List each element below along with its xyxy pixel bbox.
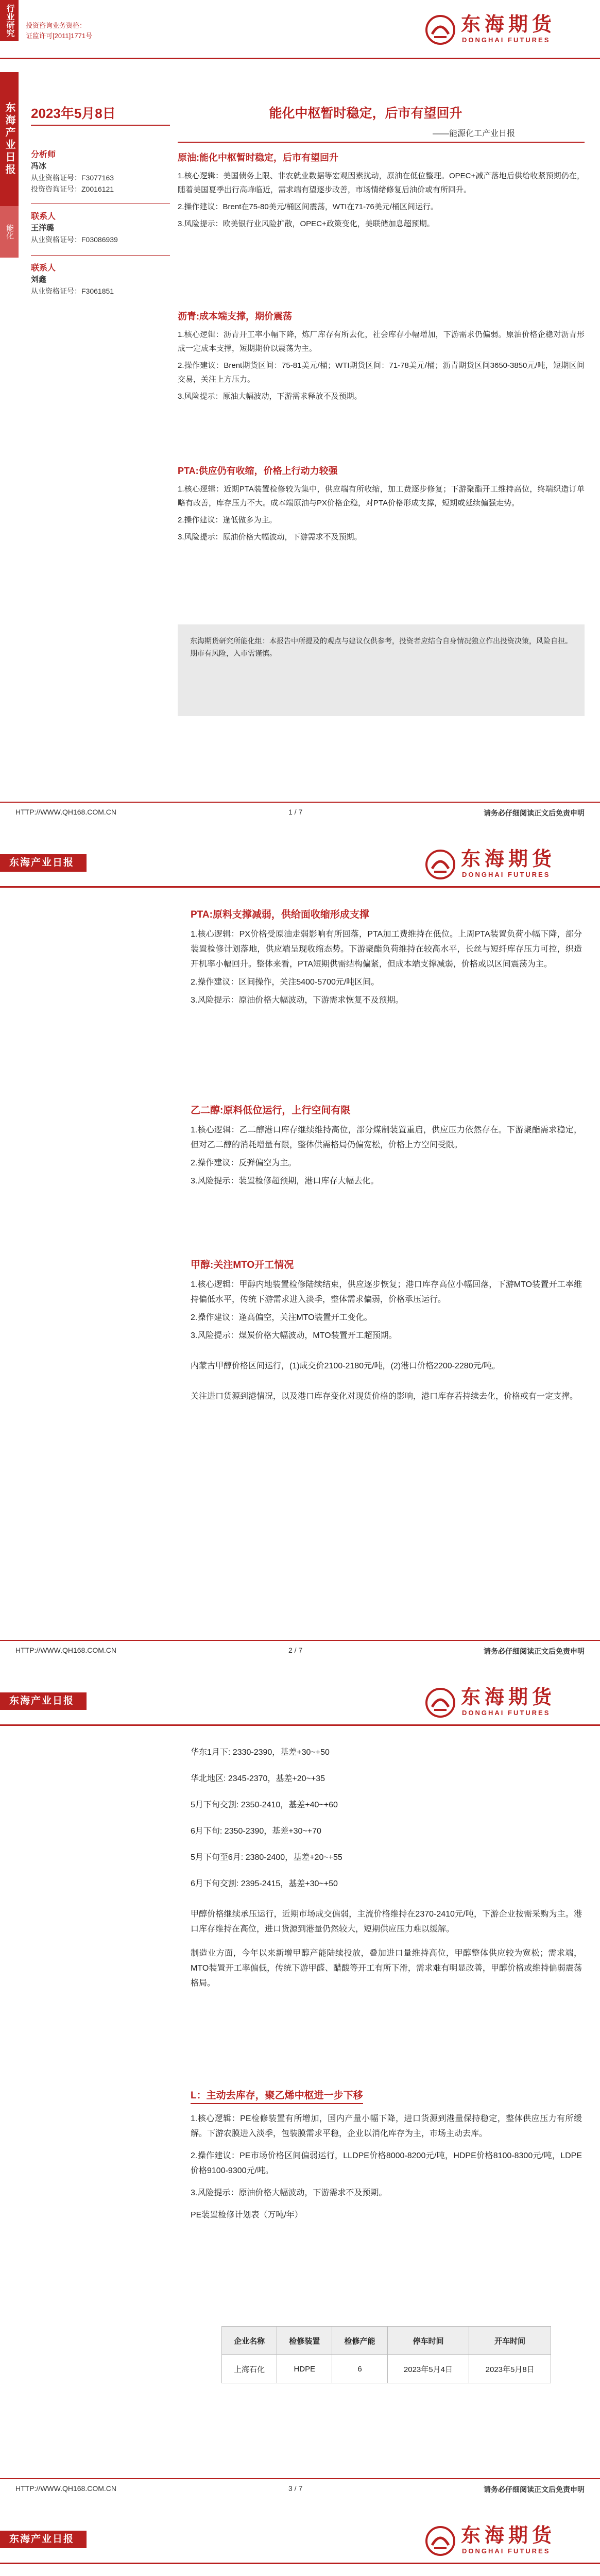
paragraph: 3.风险提示：装置检修超预期，港口库存大幅去化。 — [191, 1177, 379, 1185]
section-heading: 沥青:成本端支撑，期价震荡 — [178, 311, 292, 321]
header-title: 东海产业日报 — [0, 2531, 87, 2548]
company-logo — [425, 847, 579, 884]
logo-text-cn: 东海期货 — [461, 2525, 556, 2547]
table-header-row — [222, 2327, 551, 2355]
license-mark: 投资咨询业务资格： 证监许可[2011]1771号 — [26, 22, 93, 40]
logo-text-en: DONGHAI FUTURES — [462, 36, 551, 44]
price-line: 5月下旬至6月: 2380-2400，基差+20~+55 — [191, 1853, 342, 1862]
disclaimer: 请务必仔细阅读正文后免责申明 — [484, 809, 585, 817]
table-header-cell: 检修产能 — [332, 2327, 387, 2355]
website-link[interactable]: HTTP://WWW.QH168.COM.CN — [15, 808, 116, 816]
paragraph: 2.操作建议：区间操作，关注5400-5700元/吨区间。 — [191, 978, 380, 987]
page-number: 3 / 7 — [288, 2484, 303, 2493]
table-header-cell: 企业名称 — [222, 2327, 277, 2355]
header-rule — [0, 2563, 600, 2564]
price-line: 6月下旬: 2350-2390，基差+30~+70 — [191, 1827, 321, 1836]
page-number: 1 / 7 — [288, 808, 303, 816]
left-tab: 东海产业日报 — [0, 72, 19, 206]
price-line: 华东1月下: 2330-2390，基差+30~+50 — [191, 1748, 330, 1757]
section-crude — [178, 150, 585, 234]
logo-text-en: DONGHAI FUTURES — [462, 871, 551, 878]
section-heading: 乙二醇:原料低位运行，上行空间有限 — [191, 1105, 351, 1116]
page-footer — [0, 802, 600, 820]
logo-text-en: DONGHAI FUTURES — [462, 2547, 551, 2555]
paragraph: 2.操作建议：Brent在75-80美元/桶区间震荡，WTI在71-76美元/桶区间运行。 — [178, 202, 438, 211]
section-pta-detail — [191, 907, 582, 1011]
section-pe — [191, 2088, 582, 2226]
contact-block: 联系人 刘鑫 从业资格证号：F3061851 — [31, 264, 114, 295]
paragraph: 1.核心逻辑：近期PTA装置检修较为集中，供应端有所收缩，加工费逐步修复；下游聚酯开工维持高位，终端织造订单略有改善，库存压力不大。成本端原油与PX价格企稳，对PTA价格形成支撑，短期或延续偏强走势。 — [178, 485, 585, 507]
section-heading: 甲醇:关注MTO开工情况 — [191, 1260, 294, 1270]
header-rule — [0, 58, 600, 59]
company-logo — [425, 1685, 579, 1722]
paragraph: 1.核心逻辑：沥青开工率小幅下降，炼厂库存有所去化，社会库存小幅增加，下游需求仍偏弱。原油价格企稳对沥青形成一定成本支撑，短期期价以震荡为主。 — [178, 330, 585, 353]
report-type-label: 行业研究 — [0, 0, 19, 41]
page-footer — [0, 1640, 600, 1658]
paragraph: 2.操作建议：逢高偏空，关注MTO装置开工变化。 — [191, 1313, 372, 1322]
paragraph: 2.操作建议：PE市场价格区间偏弱运行，LLDPE价格8000-8200元/吨，HDPE价格8100-8300元/吨，LDPE价格9100-9300元/吨。 — [191, 2151, 582, 2175]
disclaimer: 请务必仔细阅读正文后免责申明 — [484, 1647, 585, 1655]
methanol-price-list — [191, 1745, 582, 1994]
table-header-cell: 开车时间 — [469, 2327, 551, 2355]
paragraph: 3.风险提示：原油价格大幅波动，下游需求不及预期。 — [191, 2189, 387, 2197]
company-logo — [425, 12, 579, 49]
date-rule — [31, 125, 170, 126]
paragraph: 1.核心逻辑：PE检修装置有所增加，国内产量小幅下降，进口货源到港量保持稳定，整体供应压力有所缓解。下游农膜进入淡季，包装膜需求平稳，企业以消化库存为主，市场主动去库。 — [191, 2114, 582, 2138]
note-text: 东海期货研究所能化组：本报告中所提及的观点与建议仅供参考，投资者应结合自身情况独立作出投资决策，风险自担。期市有风险，入市需谨慎。 — [190, 637, 572, 657]
contact-block: 联系人 王洋璐 从业资格证号：F03086939 — [31, 212, 118, 244]
table-cell: HDPE — [277, 2355, 332, 2383]
paragraph: 3.风险提示：煤炭价格大幅波动，MTO装置开工超预期。 — [191, 1331, 397, 1340]
paragraph: 关注进口货源到港情况，以及港口库存变化对现货价格的影响，港口库存若持续去化，价格或有一定支撑。 — [191, 1392, 578, 1401]
price-line: 6月下旬交割: 2395-2415，基差+30~+50 — [191, 1879, 338, 1888]
pe-maintenance-table — [221, 2326, 551, 2383]
logo-text-en: DONGHAI FUTURES — [462, 1709, 551, 1717]
website-link[interactable]: HTTP://WWW.QH168.COM.CN — [15, 2484, 116, 2493]
paragraph: 2.操作建议：Brent期货区间：75-81美元/桶；WTI期货区间：71-78美元/桶；沥青期货区间3650-3850元/吨，短期区间交易，关注上方压力。 — [178, 361, 585, 384]
analyst-separator — [31, 255, 170, 256]
paragraph: 2.操作建议：逢低做多为主。 — [178, 516, 277, 524]
note-box — [178, 624, 585, 716]
paragraph: 1.核心逻辑：美国债务上限、非农就业数据等宏观因素扰动，原油在低位整理。OPEC+减产落地后供给收紧预期仍在，随着美国夏季出行高峰临近，需求端有望逐步改善，市场情绪修复后油价或有所回升。 — [178, 172, 585, 194]
price-line: 华北地区: 2345-2370，基差+20~+35 — [191, 1774, 325, 1783]
paragraph: 1.核心逻辑：PX价格受原油走弱影响有所回落，PTA加工费维持在低位。上周PTA装置负荷小幅下降，部分装置检修计划落地，供应端呈现收缩态势。下游聚酯负荷维持在较高水平，长丝与短纤库存压力可控，织造开机率小幅回升。整体来看，PTA短期供需结构偏紧，但成本端支撑减弱，价格或以区间震荡为主。 — [191, 930, 582, 969]
table-row — [222, 2355, 551, 2383]
company-logo — [425, 2523, 579, 2561]
logo-mark-icon — [425, 849, 456, 880]
section-heading: L：主动去库存，聚乙烯中枢进一步下移 — [191, 2088, 363, 2104]
header-title: 东海产业日报 — [0, 854, 87, 872]
report-subtitle: ——能源化工产业日报 — [432, 129, 515, 138]
logo-text-cn: 东海期货 — [461, 14, 556, 36]
table-cell: 2023年5月8日 — [469, 2355, 551, 2383]
table-header-cell: 检修装置 — [277, 2327, 332, 2355]
header-rule — [0, 1724, 600, 1726]
section-heading: 原油:能化中枢暂时稳定，后市有望回升 — [178, 152, 338, 163]
paragraph: 制造业方面，今年以来新增甲醇产能陆续投放，叠加进口量维持高位，甲醇整体供应较为宽松；需求端，MTO装置开工率偏低，传统下游甲醛、醋酸等开工有所下滑，需求难有明显改善，甲醇价格或维持偏弱震荡格局。 — [191, 1949, 582, 1988]
page-footer — [0, 2478, 600, 2497]
analyst-block: 分析师 冯冰 从业资格证号：F3077163 投资咨询证号：Z0016121 — [31, 150, 114, 193]
section-pta — [178, 464, 585, 547]
paragraph: 3.风险提示：原油价格大幅波动，下游需求恢复不及预期。 — [191, 996, 404, 1005]
page-1 — [0, 0, 600, 835]
page-number: 2 / 7 — [288, 1646, 303, 1654]
logo-mark-icon — [425, 1687, 456, 1718]
table-cell: 2023年5月4日 — [387, 2355, 469, 2383]
section-heading: PTA:原料支撑减弱，供给面收缩形成支撑 — [191, 909, 369, 920]
paragraph: 2.操作建议：反弹偏空为主。 — [191, 1159, 297, 1167]
table-caption: PE装置检修计划表（万吨/年） — [191, 2211, 303, 2219]
logo-mark-icon — [425, 14, 456, 45]
section-methanol — [191, 1257, 582, 1407]
header-rule — [0, 886, 600, 888]
report-title: 能化中枢暂时稳定，后市有望回升 — [269, 106, 462, 121]
paragraph: 1.核心逻辑：乙二醇港口库存继续维持高位，部分煤制装置重启，供应压力依然存在。下游聚酯需求稳定，但对乙二醇的消耗增量有限，整体供需格局仍偏宽松，价格上方空间受限。 — [191, 1126, 582, 1149]
logo-text-cn: 东海期货 — [461, 849, 556, 870]
table-cell: 6 — [332, 2355, 387, 2383]
paragraph: 甲醇价格继续承压运行，近期市场成交偏弱，主流价格维持在2370-2410元/吨，下游企业按需采购为主。港口库存维持在高位，进口货源到港量仍然较大，短期供应压力难以缓解。 — [191, 1910, 582, 1934]
table-cell: 上海石化 — [222, 2355, 277, 2383]
section-eg — [191, 1103, 582, 1192]
page-2 — [0, 835, 600, 1673]
logo-mark-icon — [425, 2526, 456, 2556]
section-heading: PTA:供应仍有收缩，价格上行动力较强 — [178, 466, 338, 476]
page-3 — [0, 1673, 600, 2511]
paragraph: 3.风险提示：原油价格大幅波动，下游需求不及预期。 — [178, 533, 362, 541]
page-4 — [0, 2511, 600, 2576]
disclaimer: 请务必仔细阅读正文后免责申明 — [484, 2485, 585, 2494]
paragraph: 3.风险提示：欧美银行业风险扩散，OPEC+政策变化，美联储加息超预期。 — [178, 219, 435, 228]
price-line: 5月下旬交割: 2350-2410，基差+40~+60 — [191, 1801, 338, 1809]
paragraph: 1.核心逻辑：甲醇内地装置检修陆续结束，供应逐步恢复；港口库存高位小幅回落，下游MTO装置开工率维持偏低水平，传统下游需求进入淡季，整体需求偏弱，价格承压运行。 — [191, 1280, 582, 1304]
left-tab-sector: 能化 — [0, 206, 19, 258]
header-title: 东海产业日报 — [0, 1692, 87, 1710]
logo-text-cn: 东海期货 — [461, 1687, 556, 1708]
table-header-cell: 停车时间 — [387, 2327, 469, 2355]
website-link[interactable]: HTTP://WWW.QH168.COM.CN — [15, 1646, 116, 1654]
paragraph: 3.风险提示：原油大幅波动，下游需求释放不及预期。 — [178, 392, 362, 401]
section-asphalt — [178, 309, 585, 406]
price-note: 内蒙古甲醇价格区间运行，(1)成交价2100-2180元/吨，(2)港口价格2200-2280元/吨。 — [191, 1362, 501, 1370]
title-rule — [178, 142, 585, 143]
report-date: 2023年5月8日 — [31, 106, 116, 121]
